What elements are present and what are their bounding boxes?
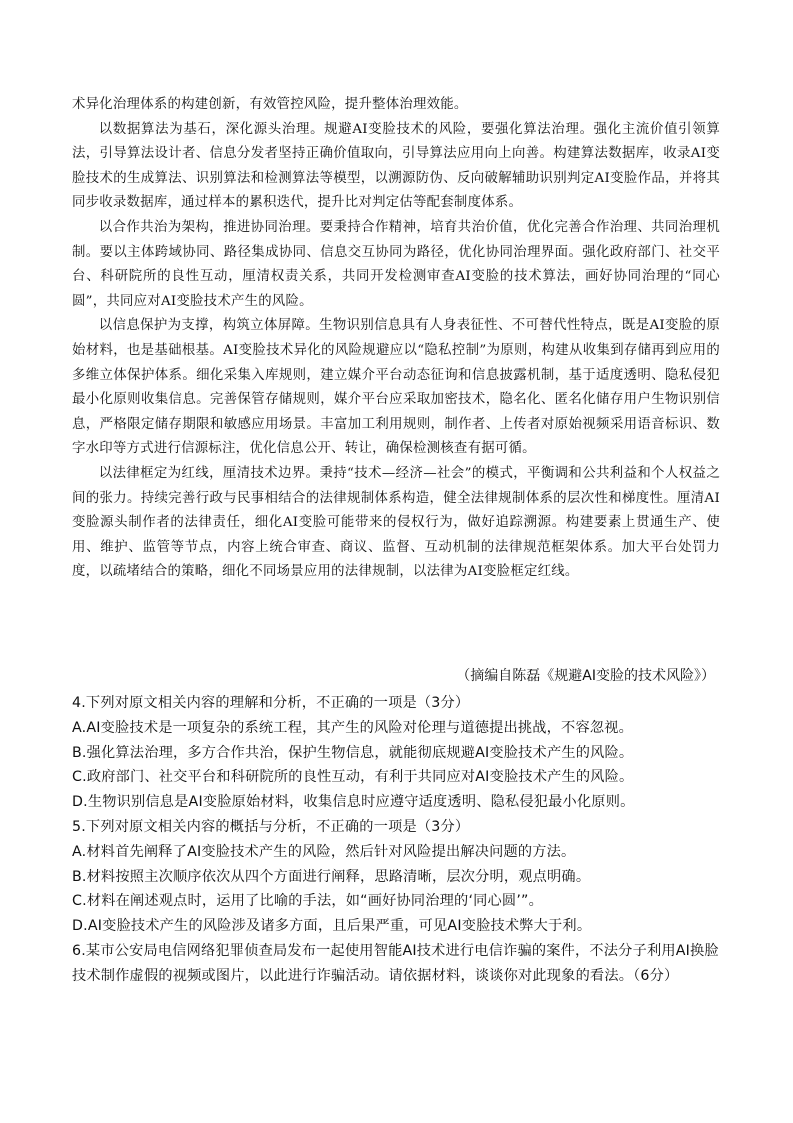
article-paragraph: 以数据算法为基石，深化源头治理。规避AI变脸技术的风险，要强化算法治理。强化主流价值引领算法，引导算法设计者、信息分发者坚持正确价值取向，引导算法应用向上向善。构建算法数据库，收录AI变脸技术的生成算法、识别算法和检测算法等模型，以溯源防伪、反向破解辅助识别判定AI变脸作品，并将其同步收录数据库，通过样本的累积迭代，提升比对判定估等配套制度体系。: [72, 121, 720, 211]
question-5-option-c: C.材料在阐述观点时，运用了比喻的手法，如“画好协同治理的‘同心圆’”。: [72, 893, 543, 910]
question-4-option-d: D.生物识别信息是AI变脸原始材料，收集信息时应遵守适度透明、隐私侵犯最小化原则。: [72, 794, 635, 811]
question-4-option-a: A.AI变脸技术是一项复杂的系统工程，其产生的风险对伦理与道德提出挑战，不容忽视。: [72, 719, 633, 736]
article-body: [72, 93, 720, 585]
question-4-stem: 4.下列对原文相关内容的理解和分析，不正确的一项是（3分）: [72, 695, 470, 711]
article-paragraph: 以合作共治为架构，推进协同治理。要秉持合作精神，培育共治价值，优化完善合作治理、共同治理机制。要以主体跨域协同、路径集成协同、信息交互协同为路径，优化协同治理界面。强化政府部门、社交平台、科研院所的良性互动，厘清权责关系，共同开发检测审查AI变脸的技术算法，画好协同治理的“同心圆”，共同应对AI变脸技术产生的风险。: [72, 219, 720, 309]
article-source: （摘编自陈磊《规避AI变脸的技术风险》）: [456, 668, 715, 684]
article-paragraph: 以法律框定为红线，厘清技术边界。秉持“技术—经济—社会”的模式，平衡调和公共利益和个人权益之间的张力。持续完善行政与民事相结合的法律规制体系构造，健全法律规制体系的层次性和梯度性。厘清AI变脸源头制作者的法律责任，细化AI变脸可能带来的侵权行为，做好追踪溯源。构建要素上贯通生产、使用、维护、监管等节点，内容上统合审查、商议、监督、互动机制的法律规范框架体系。加大平台处罚力度，以疏堵结合的策略，细化不同场景应用的法律规制，以法律为AI变脸框定红线。: [72, 465, 720, 580]
question-5-option-a: A.材料首先阐释了AI变脸技术产生的风险，然后针对风险提出解决问题的方法。: [72, 843, 576, 860]
article-paragraph: 以信息保护为支撑，构筑立体屏障。生物识别信息具有人身表征性、不可替代性特点，既是AI变脸的原始材料，也是基础根基。AI变脸技术异化的风险规避应以“隐私控制”为原则，构建从收集到存储再到应用的多维立体保护体系。细化采集入库规则，建立媒介平台动态征询和信息披露机制，基于适度透明、隐私侵犯最小化原则收集信息。完善保管存储规则，媒介平台应采取加密技术，隐名化、匿名化储存用户生物识别信息，严格限定储存期限和敏感应用场景。丰富加工利用规则，制作者、上传者对原始视频采用语音标识、数字水印等方式进行信源标注，优化信息公开、转让，确保检测核查有据可循。: [72, 318, 720, 457]
question-4-option-c: C.政府部门、社交平台和科研院所的良性互动，有利于共同应对AI变脸技术产生的风险。: [72, 769, 634, 786]
question-4-option-b: B.强化算法治理，多方合作共治，保护生物信息，就能彻底规避AI变脸技术产生的风险。: [72, 744, 634, 761]
question-5-option-b: B.材料按照主次顺序依次从四个方面进行阐释，思路清晰，层次分明，观点明确。: [72, 868, 591, 885]
article-paragraph: 术异化治理体系的构建创新，有效管控风险，提升整体治理效能。: [72, 97, 468, 112]
question-5-option-d: D.AI变脸技术产生的风险涉及诸多方面，且后果严重，可见AI变脸技术弊大于利。: [72, 918, 592, 935]
question-5-stem: 5.下列对原文相关内容的概括与分析，不正确的一项是（3分）: [72, 818, 470, 835]
question-section: [72, 691, 724, 989]
question-6-stem: 6.某市公安局电信网络犯罪侦查局发布一起使用智能AI技术进行电信诈骗的案件，不法分子利用AI换脸技术制作虚假的视频或图片，以此进行诈骗活动。请依据材料，谈谈你对此现象的看法。（6分）: [72, 942, 719, 984]
